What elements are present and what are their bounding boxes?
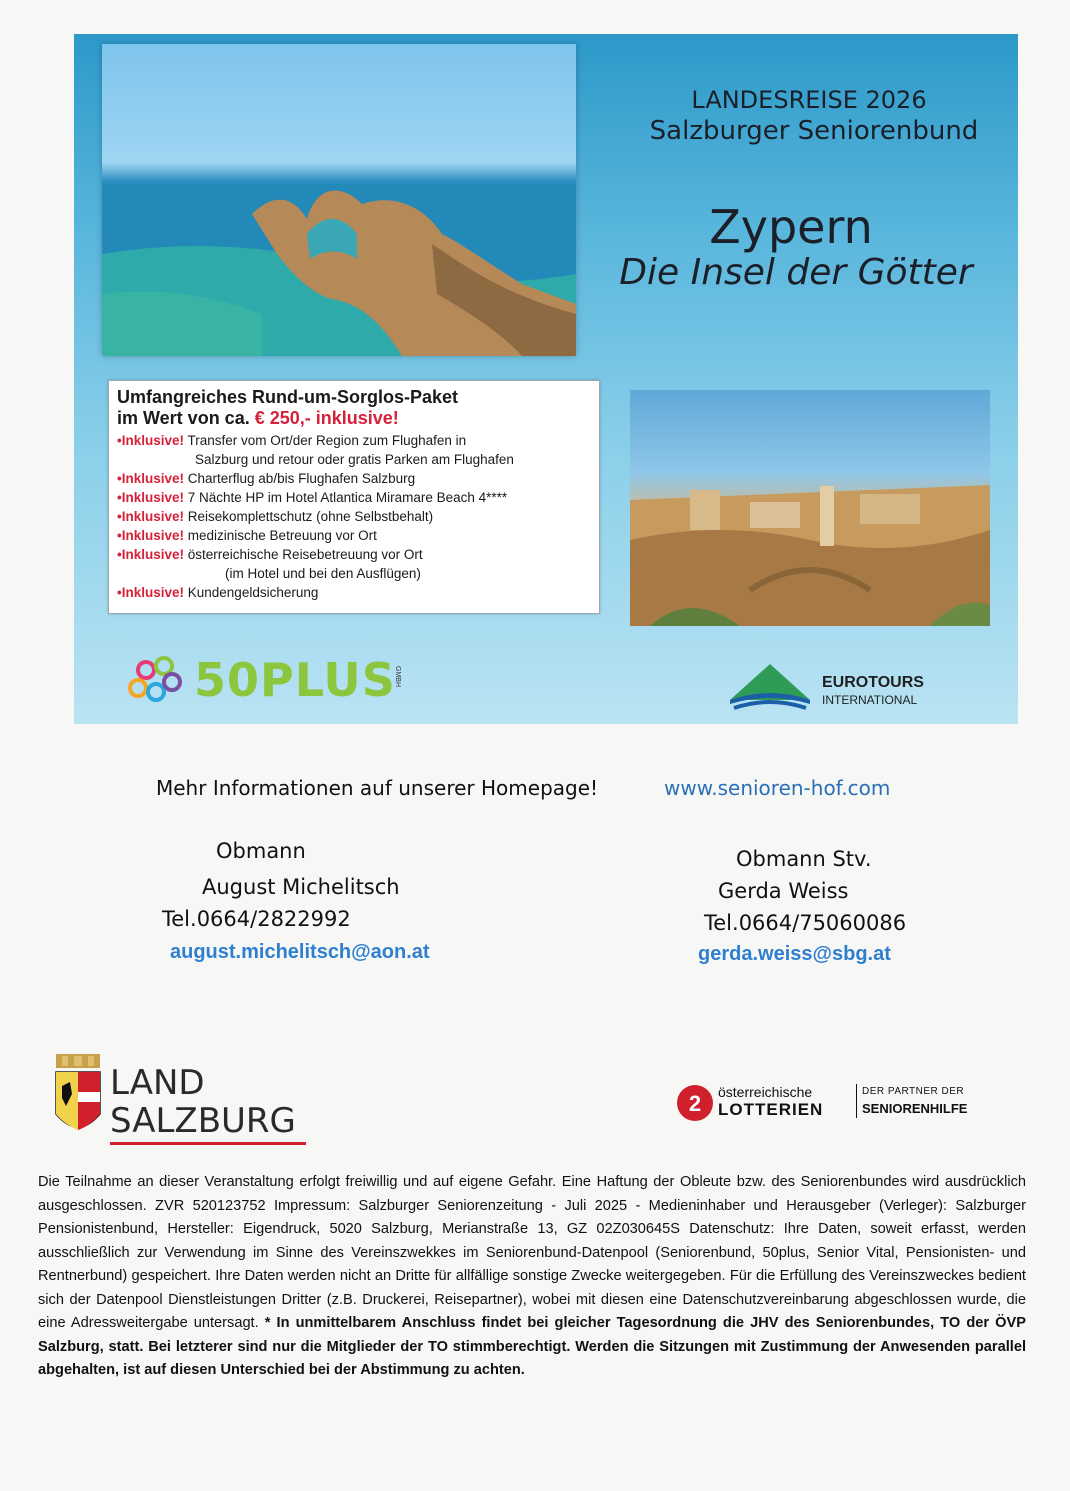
photo-ancient-ruins [630,390,990,626]
package-item [117,433,466,448]
contact-left-name: August Michelitsch [202,875,400,899]
package-item [117,528,377,543]
land-salzburg-line1: LAND [110,1063,205,1103]
package-item-tag: •Inklusive! [117,585,184,600]
contact-right-email[interactable]: gerda.weiss@sbg.at [698,943,891,965]
package-item [117,585,318,600]
destination-tagline: Die Insel der Götter [619,252,973,293]
50plus-text: 50PLUS [194,653,396,707]
package-item-text: Transfer vom Ort/der Region zum Flughafen in [187,433,467,448]
legal-disclaimer [38,1171,1026,1383]
package-heading: Umfangreiches Rund-um-Sorglos-Paket [117,387,459,407]
package-item-continuation [195,452,514,467]
disclaimer-note: * In unmittelbarem Anschluss findet bei gleicher Tagesordnung die JHV des Seniorenbundes, TO der ÖVP Salzburg, statt. Bei letzterer sind nur die Mitglieder der TO stimmberechtigt. Werden die Sitzungen mit Zustimmung der Anwesenden parallel abgehalten, ist auf diesen Unterschied bei der Abstimmung zu achten. [38,1315,1026,1378]
land-salzburg-underline [110,1142,306,1145]
package-item-continuation [225,566,421,581]
package-item [117,509,433,524]
trip-title: LANDESREISE 2026 [691,86,927,114]
lotterien-line3: DER PARTNER DER [862,1086,965,1097]
photo-cyprus-coast [102,44,576,356]
50plus-wordmark [194,652,396,708]
package-item-text: Salzburg und retour oder gratis Parken am Flughafen [195,452,514,467]
package-item-tag: •Inklusive! [117,490,184,505]
package-box [108,380,600,614]
eurotours-mountain-icon [726,652,816,712]
organizer-title: Salzburger Seniorenbund [649,116,979,146]
homepage-link[interactable]: www.senioren-hof.com [664,776,891,800]
lotterien-line2: LOTTERIEN [718,1100,824,1119]
lotterien-divider [856,1084,857,1118]
land-salzburg-line2: SALZBURG [110,1101,296,1141]
package-item-tag: •Inklusive! [117,547,184,562]
logo-lotterien [676,1080,996,1126]
coast-illustration [102,44,576,356]
package-item-tag: •Inklusive! [117,509,184,524]
package-item [117,547,423,562]
50plus-suffix: GMBH [394,666,401,687]
contact-right-name: Gerda Weiss [718,879,849,903]
package-price-prefix: im Wert von ca. [117,408,255,428]
salzburg-coat-of-arms-icon [52,1054,104,1140]
package-item-text: Kundengeldsicherung [187,585,319,600]
contact-left-email[interactable]: august.michelitsch@aon.at [170,941,430,963]
package-item-tag: •Inklusive! [117,528,184,543]
package-item-text: Charterflug ab/bis Flughafen Salzburg [187,471,416,486]
package-item [117,471,415,486]
lotterien-line1: österreichische [718,1084,813,1100]
logo-50plus [124,652,424,712]
eurotours-name: EUROTOURS [822,674,924,691]
logo-land-salzburg [52,1050,322,1146]
package-item-text: Reisekomplettschutz (ohne Selbstbehalt) [187,509,434,524]
package-item-text: österreichische Reisebetreuung vor Ort [187,547,423,562]
destination-title: Zypern [709,200,873,254]
contact-left-role: Obmann [216,839,306,863]
package-price: € 250,- inklusive! [254,408,399,428]
package-item-text: 7 Nächte HP im Hotel Atlantica Miramare Beach 4**** [187,490,508,505]
contact-right-tel: Tel.0664/75060086 [704,911,907,935]
lotterien-line4: SENIORENHILFE [862,1101,968,1116]
logo-eurotours [726,652,956,712]
package-item-tag: •Inklusive! [117,433,184,448]
lotterien-ball-icon [676,1082,714,1124]
package-item-text: medizinische Betreuung vor Ort [187,528,377,543]
svg-text:2: 2 [688,1091,702,1116]
package-item [117,490,507,505]
travel-advert [74,34,1018,724]
contact-right-role: Obmann Stv. [736,847,872,871]
eurotours-subtitle: INTERNATIONAL [822,693,918,707]
package-price-line [117,408,399,429]
ruins-illustration [630,390,990,626]
disclaimer-text: Die Teilnahme an dieser Veranstaltung erfolgt freiwillig und auf eigene Gefahr. Eine Haftung der Obleute bzw. des Seniorenbundes wird ausdrücklich ausgeschlossen. ZVR 520123752 Impressum: Salzburger Seniorenzeitung - Juli 2025 - Medieninhaber und Herausgeber (Verleger): Salzburger Pensionistenbund, Hersteller: Eigendruck, 5020 Salzburg, Merianstraße 13, GZ 02Z030645S Datenschutz: Ihre Daten, soweit erfasst, werden ausschließlich zur Verwendung im Sinne des Vereinszwekkes im Seniorenbund-Datenpool (Seniorenbund, 50plus, Senior Vital, Pensionisten- und Rentnerbund) gespeichert. Ihre Daten werden nicht an Dritte für allfällige sonstige Zwecke weitergegeben. Für die Erfüllung des Vereinszweckes bedient sich der Datenpool Dienstleistungen Dritter (z.B. Druckerei, Reisepartner), wobei mit diesen eine Datenschutzvereinbarung abgeschlossen wurde, die eine Adressweitergabe untersagt. [38,1174,1026,1331]
package-item-text: (im Hotel und bei den Ausflügen) [225,566,421,581]
contact-left-tel: Tel.0664/2822992 [162,907,351,931]
info-text: Mehr Informationen auf unserer Homepage! [156,776,599,800]
package-item-tag: •Inklusive! [117,471,184,486]
